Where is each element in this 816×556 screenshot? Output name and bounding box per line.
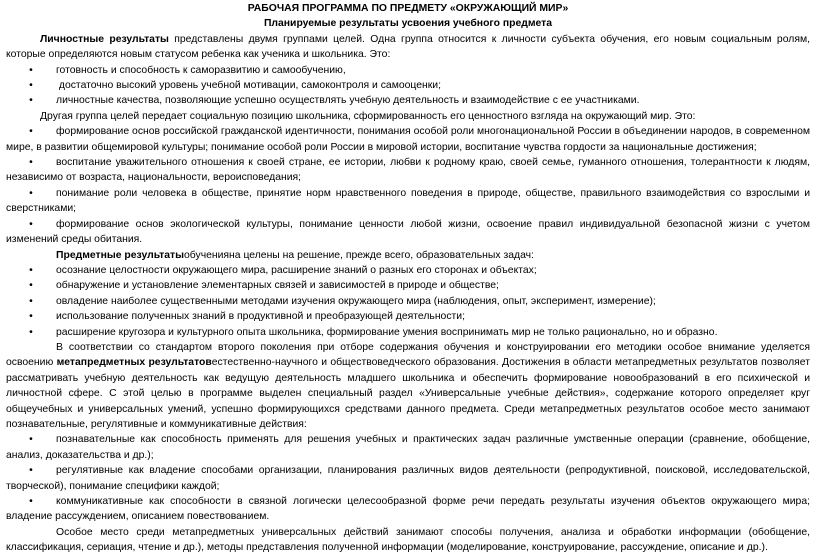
paragraph-text: обученияна целены на решение, прежде всего, образовательных задач: bbox=[184, 249, 534, 261]
bullet-icon: • bbox=[29, 95, 33, 107]
bullet-icon: • bbox=[29, 496, 33, 507]
list-item bbox=[6, 155, 810, 186]
list-item-text: коммуникативные как способности в связной логически целесообразной форме речи передать результаты изучения объектов окружающего мира; владение рассуждением, описанием повествованием. bbox=[6, 496, 810, 523]
list-item bbox=[6, 463, 810, 494]
bullet-icon: • bbox=[29, 326, 33, 338]
paragraph-text: представлены двумя группами целей. Одна группа относится к личности субъекта обучения, его новым социальным ролям, которые определяются новым статусом ребенка как ученика и школьника. Это: bbox=[6, 33, 810, 61]
list-item-text: обнаружение и установление элементарных связей и зависимостей в природе и обществе; bbox=[56, 280, 499, 292]
bullet-icon: • bbox=[29, 126, 33, 138]
term-metasubject-results: метапредметных результатов bbox=[56, 357, 212, 369]
paragraph-subject-results bbox=[6, 248, 810, 263]
paragraph-information-methods: Особое место среди метапредметных универсальных действий занимают способы получения, анализа и обработки информации (обобщение, классификация, сериация, чтение и др.), методы представления полученной информации (моделирование, конструирование, рассуждение, описание и др.). bbox=[6, 526, 810, 554]
list-item bbox=[6, 294, 810, 309]
list-item bbox=[6, 63, 810, 78]
list-item-text: познавательные как способность применять для решения учебных и практических задач различные умственные операции (сравнение, обобщение, анализ, доказательства и др.); bbox=[6, 434, 810, 461]
bullet-icon: • bbox=[29, 218, 33, 230]
bullet-icon: • bbox=[29, 264, 33, 276]
paragraph-social-position: Другая группа целей передает социальную позицию школьника, сформированность его ценностного взгляда на окружающий мир. Это: bbox=[40, 110, 696, 122]
paragraph-text: естественно-научного и обществоведческого образования. Достижения в области метапредметных результатов позволяет рассматривать учебную деятельность как ведущую деятельность младшего школьника и обеспечить формирование новообразований в его психической и личностной сфере. С этой целью в программе выделен специальный раздел «Универсальные учебные действия», содержание которого определяет круг общеучебных и универсальных умений, успешно формирующихся средствами данного предмета. Среди метапредметных результатов особое место занимают познавательные, регулятивные и коммуникативные действия: bbox=[6, 357, 810, 430]
bullet-icon: • bbox=[29, 80, 33, 92]
paragraph-text: В соответствии со стандартом второго поколения при отборе содержания обучения и конструировании его методики особое внимание уделяется освоению bbox=[6, 341, 810, 369]
bullet-icon: • bbox=[29, 311, 33, 323]
term-personal-results: Личностные результаты bbox=[40, 33, 169, 45]
list-item-text: осознание целостности окружающего мира, расширение знаний о разных его сторонах и объектах; bbox=[56, 264, 537, 276]
list-item bbox=[6, 217, 810, 248]
list-item bbox=[6, 78, 810, 93]
list-item bbox=[6, 325, 810, 340]
list-item bbox=[6, 278, 810, 293]
list-item bbox=[6, 309, 810, 324]
list-item-text: использование полученных знаний в продуктивной и преобразующей деятельности; bbox=[56, 311, 465, 323]
bullet-icon: • bbox=[29, 465, 33, 477]
list-item bbox=[6, 186, 810, 217]
list-item-text: овладение наиболее существенными методами изучения окружающего мира (наблюдения, опыт, эксперимент, измерение); bbox=[56, 295, 656, 307]
list-item-text: личностные качества, позволяющие успешно осуществлять учебную деятельность и взаимодействие с ее участниками. bbox=[56, 95, 640, 107]
list-item-text: готовность и способность к саморазвитию и самообучению, bbox=[56, 64, 346, 76]
list-item bbox=[6, 93, 810, 108]
section-title: Планируемые результаты усвоения учебного предмета bbox=[263, 18, 553, 30]
list-item bbox=[6, 263, 810, 278]
list-item bbox=[6, 432, 810, 463]
term-subject-results: Предметные результаты bbox=[56, 249, 184, 261]
bullet-icon: • bbox=[29, 187, 33, 199]
bullet-icon: • bbox=[29, 157, 33, 169]
list-item-text: формирование основ российской гражданской идентичности, понимания особой роли многонациональной России в объединении народов, в современном мире, в развитии общемировой культуры; понимание особой роли России в мировой истории, воспитание чувства гордости за национальные достижения; bbox=[6, 126, 810, 153]
list-item-text: достаточно высокий уровень учебной мотивации, самоконтроля и самооценки; bbox=[56, 80, 442, 92]
list-item bbox=[6, 494, 810, 525]
bullet-icon: • bbox=[29, 434, 33, 446]
list-item bbox=[6, 124, 810, 155]
bullet-icon: • bbox=[29, 64, 33, 76]
list-item-text: понимание роли человека в обществе, принятие норм нравственного поведения в природе, обществе, правильного взаимодействия со взрослыми и сверстниками; bbox=[6, 187, 810, 215]
paragraph-metasubject-results bbox=[6, 340, 810, 432]
list-item-text: регулятивные как владение способами организации, планирования различных видов деятельности (репродуктивной, поисковой, исследовательской, творческой), понимание специфики каждой; bbox=[6, 465, 810, 492]
list-item-text: формирование основ экологической культуры, понимание ценности любой жизни, освоение правил индивидуальной безопасной жизни с учетом изменений среды обитания. bbox=[6, 218, 810, 246]
bullet-icon: • bbox=[29, 295, 33, 307]
document-title: РАБОЧАЯ ПРОГРАММА ПО ПРЕДМЕТУ «ОКРУЖАЮЩИЙ МИР» bbox=[247, 3, 569, 14]
bullet-icon: • bbox=[29, 280, 33, 292]
list-item-text: расширение кругозора и культурного опыта школьника, формирование умения воспринимать мир не только рационально, но и образно. bbox=[56, 326, 718, 338]
list-item-text: воспитание уважительного отношения к своей стране, ее истории, любви к родному краю, своей семье, гуманного отношения, толерантности к людям, независимо от возраста, национальности, вероисповедания; bbox=[6, 157, 810, 184]
paragraph-personal-results bbox=[6, 32, 810, 63]
